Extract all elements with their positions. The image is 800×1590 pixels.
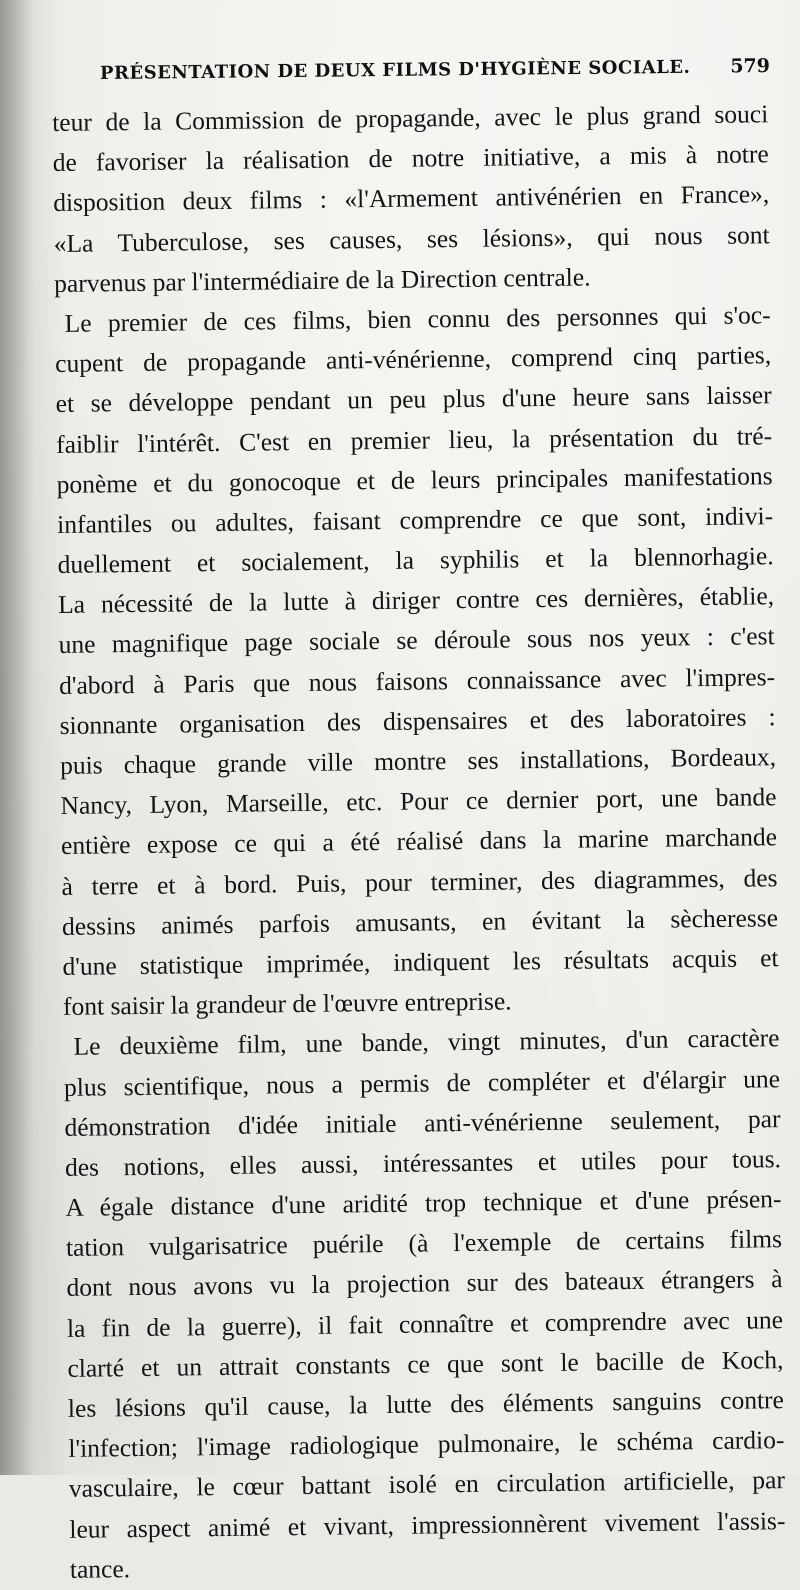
text-line: de favoriser la réalisation de notre initiative, a mis à notre	[52, 139, 769, 178]
text-line: tation vulgarisatrice puérile (à l'exemple de certains films	[65, 1224, 783, 1263]
text-line: disposition deux films : «l'Armement antivénérien en France»,	[53, 179, 770, 218]
text-line: des notions, elles aussi, intéressantes et utiles pour tous.	[64, 1144, 782, 1182]
text-line: vasculaire, le cœur battant isolé en circulation artificielle, par	[68, 1465, 786, 1504]
body-text	[52, 94, 786, 1590]
text-line: plus scientifique, nous a permis de compléter et d'élargir une	[63, 1063, 781, 1102]
page-header	[100, 55, 770, 92]
text-line: Le deuxième film, une bande, vingt minutes, d'un caractère	[73, 1023, 780, 1062]
text-line: clarté et un attrait constants ce que sont le bacille de Koch,	[67, 1344, 784, 1383]
text-line: infantiles ou adultes, faisant comprendre ce que sont, indivi-	[56, 501, 774, 539]
text-line: A égale distance d'une aridité trop technique et d'une présen-	[65, 1184, 782, 1222]
text-line: La nécessité de la lutte à diriger contre ces dernières, établie,	[57, 581, 775, 620]
text-line: font saisir la grandeur de l'œuvre entreprise.	[62, 986, 512, 1022]
text-line: et se développe pendant un peu plus d'une heure sans laisser	[55, 380, 772, 419]
text-line: d'une statistique imprimée, indiquent les résultats acquis et	[62, 943, 779, 981]
text-line: à terre et à bord. Puis, pour terminer, des diagrammes, des	[61, 862, 778, 901]
binding-shadow	[0, 0, 34, 1475]
text-line: parvenus par l'intermédiaire de la Direction centrale.	[54, 262, 591, 298]
page-number: 579	[730, 54, 771, 78]
text-line: puis chaque grande ville montre ses installations, Bordeaux,	[59, 742, 777, 780]
text-line: Le premier de ces films, bien connu des personnes qui s'oc-	[64, 300, 771, 338]
text-line: d'abord à Paris que nous faisons connaissance avec l'impres-	[58, 661, 776, 700]
text-line: leur aspect animé et vivant, impressionnèrent vivement l'assis-	[69, 1505, 786, 1544]
text-line: tance.	[69, 1553, 131, 1584]
text-line: la fin de la guerre), il fait connaître et comprendre avec une	[66, 1304, 784, 1343]
text-line: dessins animés parfois amusants, en évitant la sècheresse	[61, 902, 779, 941]
text-line: dont nous avons vu la projection sur des bateaux étrangers à	[66, 1264, 783, 1303]
text-line: Nancy, Lyon, Marseille, etc. Pour ce dernier port, une bande	[60, 782, 777, 821]
running-title: PRÉSENTATION DE DEUX FILMS D'HYGIÈNE SOCIALE.	[99, 56, 691, 84]
text-line: l'infection; l'image radiologique pulmonaire, le schéma cardio-	[68, 1425, 785, 1464]
text-line: démonstration d'idée initiale anti-vénérienne seulement, par	[64, 1103, 781, 1142]
text-line: sionnante organisation des dispensaires et des laboratoires :	[59, 702, 776, 740]
text-line: duellement et socialement, la syphilis et la blennorhagie.	[57, 541, 774, 580]
text-line: cupent de propagande anti-vénérienne, comprend cinq parties,	[55, 340, 772, 379]
text-line: les lésions qu'il cause, la lutte des éléments sanguins contre	[67, 1385, 785, 1423]
text-line: entière expose ce qui a été réalisé dans la marine marchande	[60, 822, 778, 861]
text-line: une magnifique page sociale se déroule sous nos yeux : c'est	[58, 621, 775, 660]
text-line: ponème et du gonocoque et de leurs principales manifestations	[56, 460, 773, 499]
text-line: «La Tuberculose, ses causes, ses lésions», qui nous sont	[53, 219, 770, 258]
text-line: teur de la Commission de propagande, avec le plus grand souci	[52, 99, 769, 137]
text-line: faiblir l'intérêt. C'est en premier lieu, la présentation du tré-	[55, 420, 773, 459]
